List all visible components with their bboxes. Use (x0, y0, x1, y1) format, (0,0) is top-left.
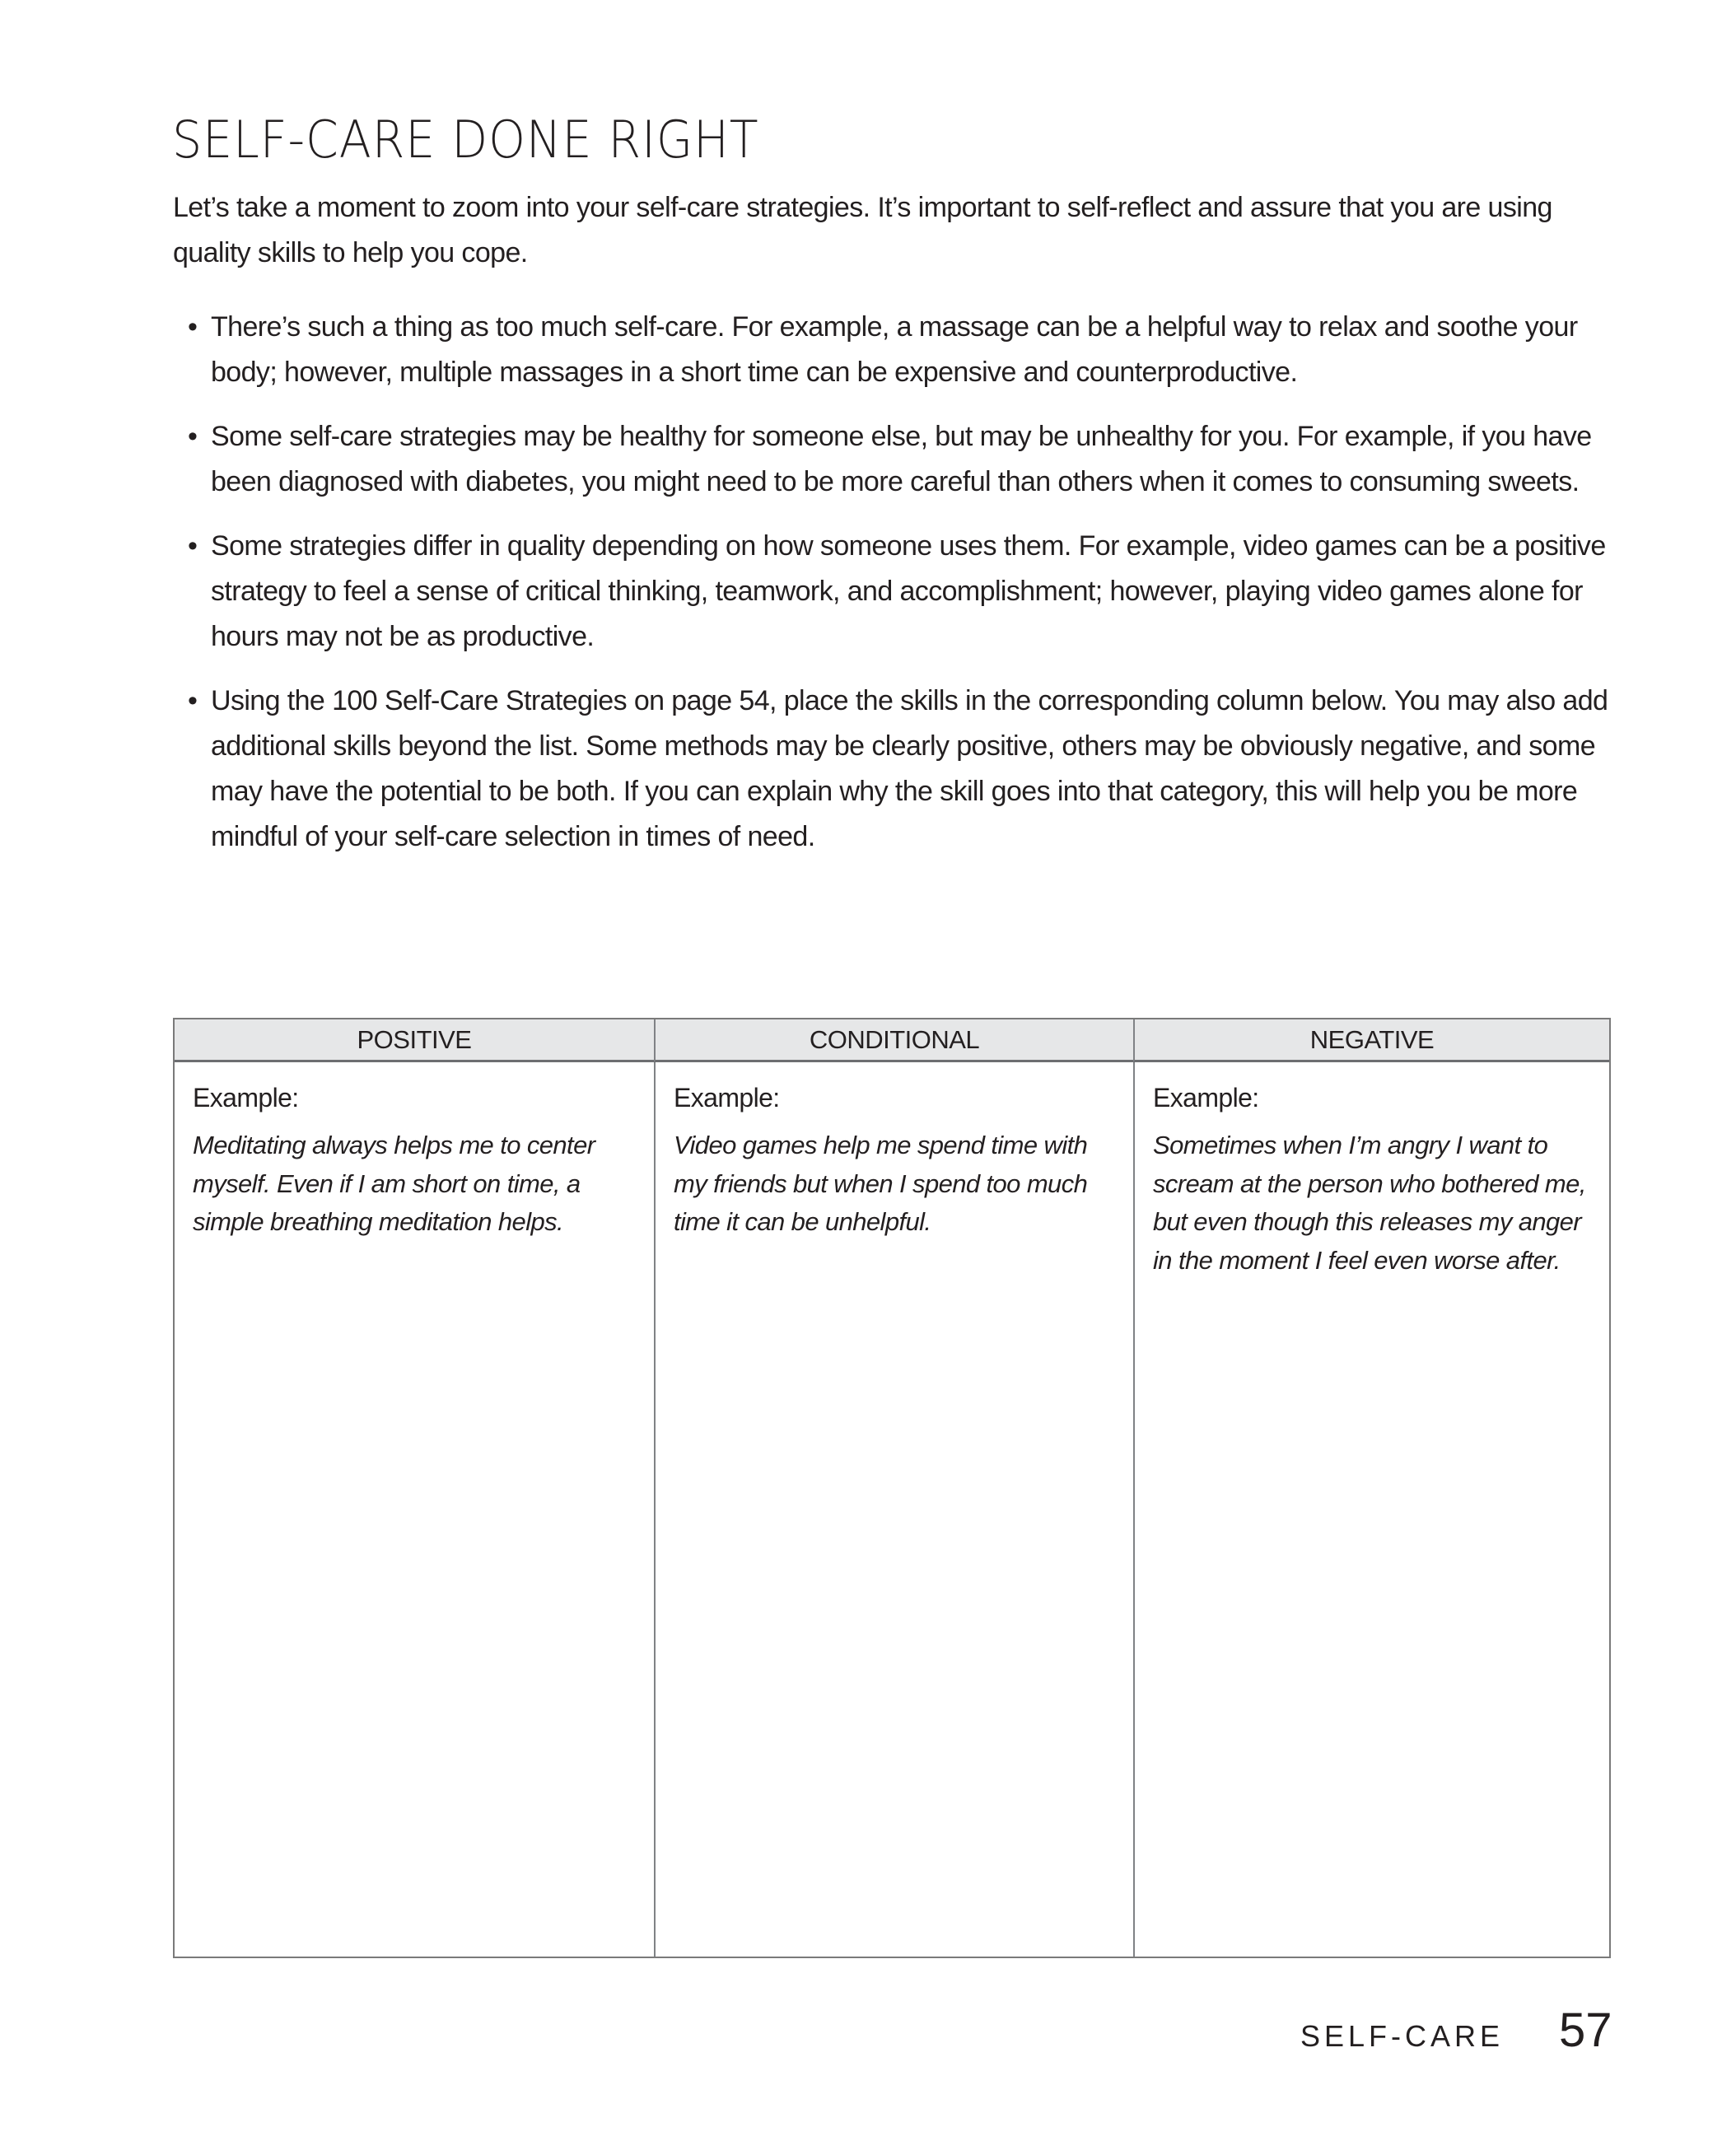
positive-cell[interactable] (175, 1062, 654, 1957)
bullet-item (173, 414, 1622, 505)
conditional-cell[interactable] (654, 1062, 1133, 1957)
bullet-icon: • (188, 311, 198, 343)
bullet-item (173, 679, 1622, 860)
bullet-item (173, 524, 1622, 660)
bullet-icon: • (188, 685, 198, 716)
example-text: Video games help me spend time with my friends but when I spend too much time it can be unhelpful. (674, 1131, 1088, 1236)
self-care-table (173, 1018, 1611, 1958)
column-header-conditional: CONDITIONAL (654, 1019, 1133, 1062)
negative-cell[interactable] (1133, 1062, 1609, 1957)
page-number: 57 (1559, 2003, 1612, 2057)
column-header-negative: NEGATIVE (1133, 1019, 1609, 1062)
column-header-positive: POSITIVE (175, 1019, 654, 1062)
bullet-text: Using the 100 Self-Care Strategies on page 54, place the skills in the corresponding column below. You may also add additional skills beyond the list. Some methods may be clearly positive, others may be obviously negative, and some may have the potential to be both. If you can explain why the skill goes into that category, this will help you be more mindful of your self-care selection in times of need. (211, 685, 1608, 852)
bullet-icon: • (188, 421, 198, 452)
example-text: Meditating always helps me to center myself. Even if I am short on time, a simple breathing meditation helps. (193, 1131, 595, 1236)
example-text: Sometimes when I’m angry I want to scream at the person who bothered me, but even though this releases my anger in the moment I feel even worse after. (1153, 1131, 1586, 1275)
bullet-text: There’s such a thing as too much self-care. For example, a massage can be a helpful way to relax and soothe your body; however, multiple massages in a short time can be expensive and counterproductive. (211, 311, 1578, 388)
bullet-text: Some self-care strategies may be healthy for someone else, but may be unhealthy for you. For example, if you have been diagnosed with diabetes, you might need to be more careful than others when it comes to consuming sweets. (211, 421, 1592, 497)
bullet-list (173, 305, 1622, 879)
intro-paragraph: Let’s take a moment to zoom into your self-care strategies. It’s important to self-reflect and assure that you are using quality skills to help you cope. (173, 192, 1552, 268)
bullet-text: Some strategies differ in quality depending on how someone uses them. For example, video games can be a positive strategy to feel a sense of critical thinking, teamwork, and accomplishment; however, playing video games alone for hours may not be as productive. (211, 530, 1606, 652)
example-label: Example: (193, 1083, 299, 1112)
footer-section-label: SELF-CARE (1300, 2019, 1505, 2053)
example-label: Example: (1153, 1083, 1259, 1112)
bullet-icon: • (188, 530, 198, 562)
page-title: SELF-CARE DONE RIGHT (172, 110, 759, 170)
example-label: Example: (674, 1083, 780, 1112)
bullet-item (173, 305, 1622, 395)
